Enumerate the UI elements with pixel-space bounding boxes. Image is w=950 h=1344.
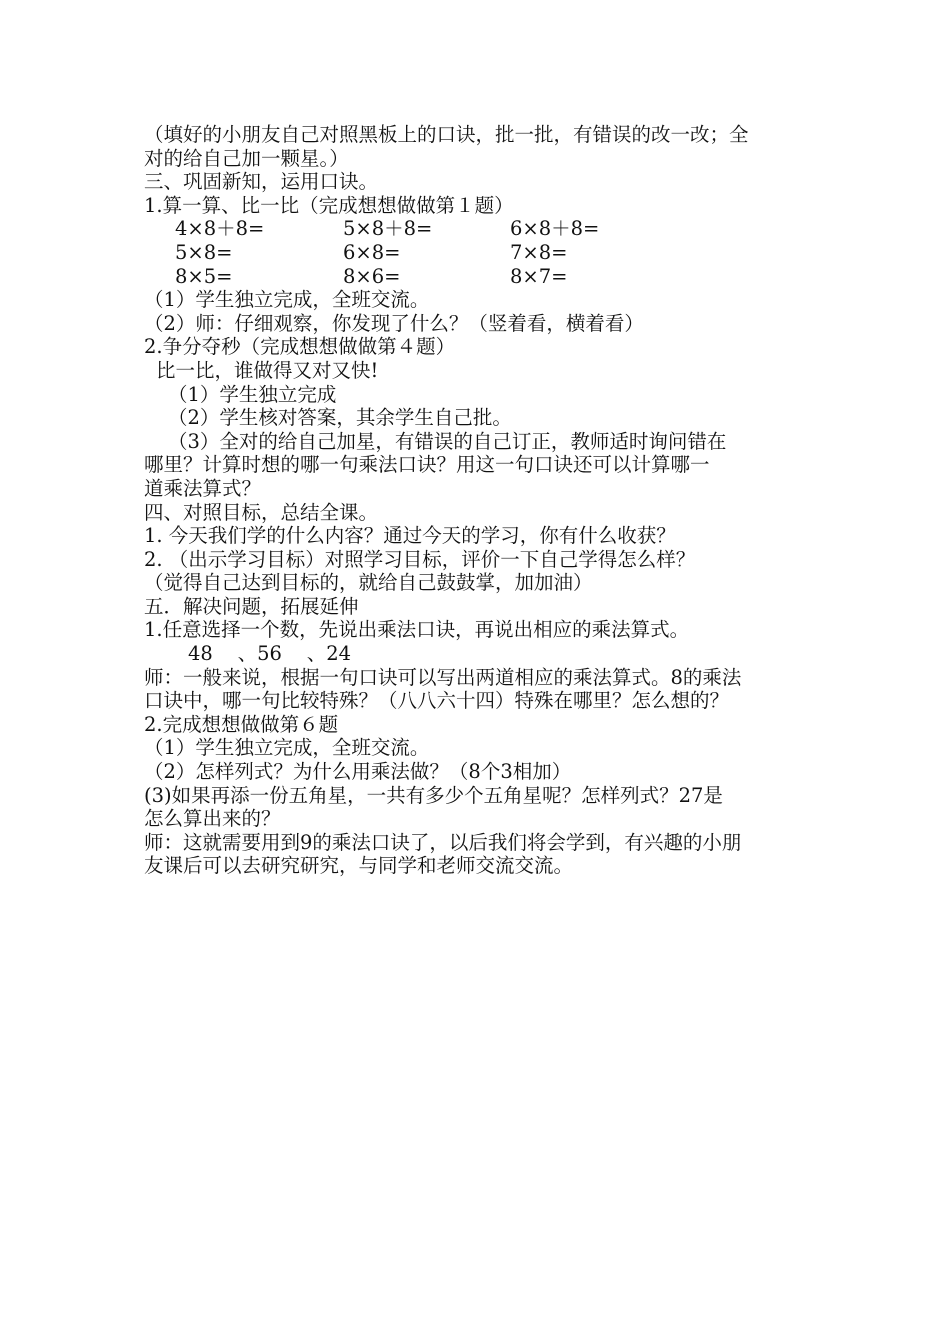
lesson-plan-page: [144, 123, 816, 878]
text-line: 1. 今天我们学的什么内容？通过今天的学习，你有什么收获？: [144, 524, 676, 548]
text-line: （2）怎样列式？为什么用乘法做？（8个3相加）: [144, 760, 572, 784]
exercise-heading-2: 2.争分夺秒（完成想想做做第４题）: [144, 335, 456, 359]
calc-item: 7×8=: [510, 240, 568, 264]
section-heading-5: 五．解决问题，拓展延伸: [144, 594, 359, 618]
text-line: 比一比，谁做得又对又快!: [156, 358, 379, 382]
text-line: （1）学生独立完成: [168, 382, 337, 406]
text-line: (3)如果再添一份五角星，一共有多少个五角星呢？怎样列式？27是: [144, 783, 723, 807]
calc-item: 4×8＋8=: [175, 217, 265, 241]
calc-item: 6×8＋8=: [510, 217, 600, 241]
calc-item: 5×8=: [175, 240, 233, 264]
text-line: 口诀中，哪一句比较特殊？（八八六十四）特殊在哪里？怎么想的？: [144, 689, 730, 713]
calc-row: [144, 217, 816, 241]
text-line: 道乘法算式？: [144, 476, 262, 500]
text-line: 怎么算出来的？: [144, 807, 281, 831]
text-line: （1）学生独立完成，全班交流。: [144, 288, 430, 312]
numbers-line: 48 、56 、24: [188, 642, 352, 666]
calc-item: 8×6=: [343, 264, 401, 288]
calc-row: [144, 241, 816, 265]
calc-row: [144, 265, 816, 289]
section-heading-3: 三、巩固新知，运用口诀。: [144, 170, 379, 194]
text-line: 师：一般来说，根据一句口诀可以写出两道相应的乘法算式。8的乘法: [144, 665, 742, 689]
text-line: （2）学生核对答案，其余学生自己批。: [168, 406, 512, 430]
exercise-heading-6: 2.完成想想做做第６题: [144, 712, 339, 736]
calc-item: 8×5=: [175, 264, 233, 288]
calc-item: 5×8＋8=: [343, 217, 433, 241]
text-line: （3）全对的给自己加星，有错误的自己订正，教师适时询问错在: [168, 429, 727, 453]
exercise-heading-1: 1.算一算、比一比（完成想想做做第１题）: [144, 193, 514, 217]
text-line: 1.任意选择一个数，先说出乘法口诀，再说出相应的乘法算式。: [144, 618, 690, 642]
text-line: （1）学生独立完成，全班交流。: [144, 736, 430, 760]
text-line: （2）师：仔细观察，你发现了什么？（竖着看，横着看）: [144, 311, 644, 335]
text-line: 对的给自己加一颗星。）: [144, 146, 349, 170]
calc-item: 8×7=: [510, 264, 568, 288]
text-line: 友课后可以去研究研究，与同学和老师交流交流。: [144, 854, 574, 878]
text-line: （填好的小朋友自己对照黑板上的口诀，批一批，有错误的改一改；全: [144, 123, 749, 146]
section-heading-4: 四、对照目标，总结全课。: [144, 500, 379, 524]
text-line: （觉得自己达到目标的，就给自己鼓鼓掌，加加油）: [144, 571, 593, 595]
calc-item: 6×8=: [343, 240, 401, 264]
text-line: 2. （出示学习目标）对照学习目标，评价一下自己学得怎么样？: [144, 547, 696, 571]
text-line: 哪里？计算时想的哪一句乘法口诀？用这一句口诀还可以计算哪一: [144, 453, 710, 477]
text-line: 师：这就需要用到9的乘法口诀了，以后我们将会学到，有兴趣的小朋: [144, 830, 742, 854]
